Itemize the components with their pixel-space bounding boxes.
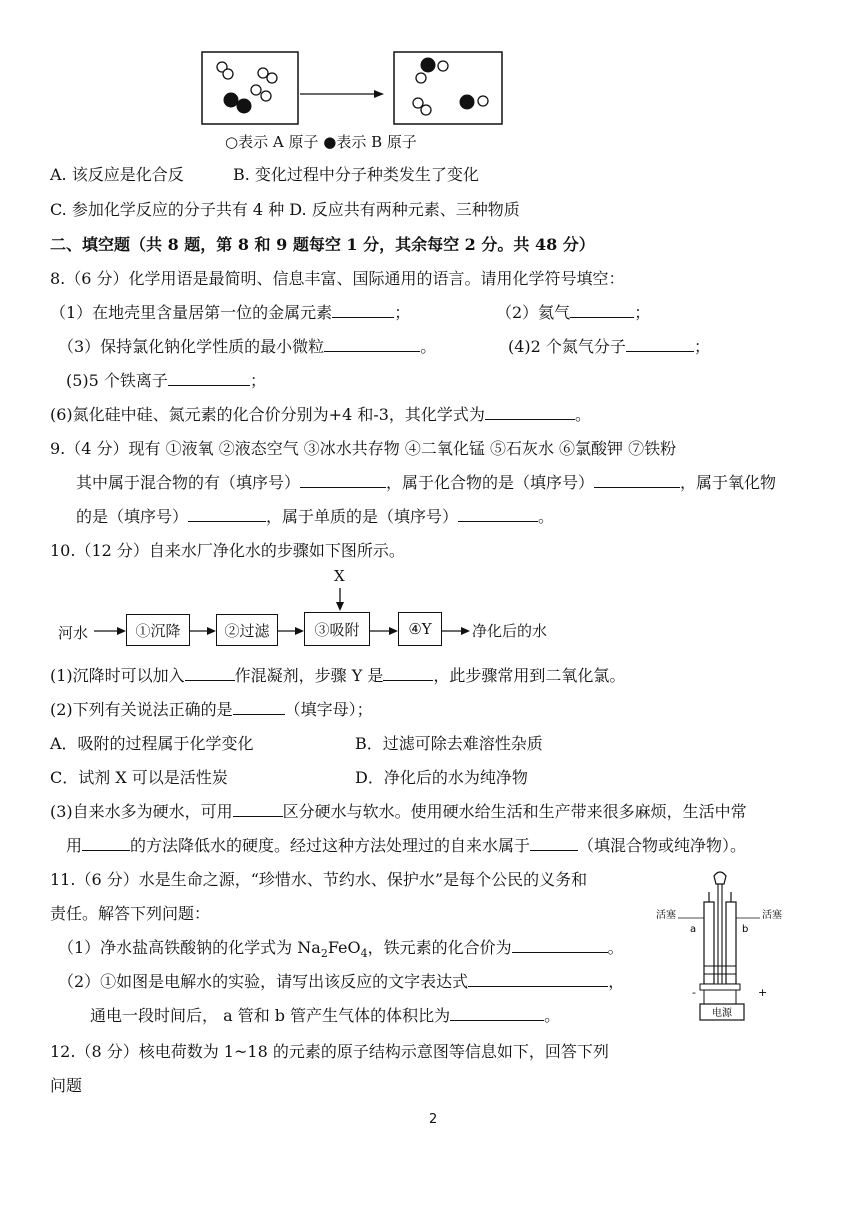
q8-part5: (5)5 个铁离子 ；	[66, 371, 266, 390]
q10-part1: (1)沉降时可以加入 作混凝剂，步骤 Y 是 ，此步骤常用到二氧化氯。	[50, 666, 626, 685]
plus-label: +	[758, 986, 768, 999]
section-heading: 二、填空题（共 8 题，第 8 和 9 题每空 1 分，其余每空 2 分。共 48 分）	[50, 235, 595, 254]
q10-option-c: C．试剂 X 可以是活性炭	[50, 768, 228, 787]
minus-label: -	[692, 986, 696, 999]
page-number: 2	[429, 1112, 438, 1127]
after-box	[394, 52, 502, 124]
flow-step-y: ④Y	[398, 612, 442, 646]
q7-option-b: B. 变化过程中分子种类发生了变化	[233, 165, 479, 184]
flow-source: 河水	[58, 624, 89, 642]
answer-blank[interactable]	[530, 836, 578, 851]
q11-part3: 通电一段时间后， a 管和 b 管产生气体的体积比为 。	[90, 1006, 561, 1025]
q10-option-a: A．吸附的过程属于化学变化	[50, 734, 254, 753]
answer-blank[interactable]	[324, 337, 420, 352]
answer-blank[interactable]	[233, 700, 285, 715]
flow-step-adsorption: ③吸附	[304, 612, 370, 646]
answer-blank[interactable]	[458, 507, 538, 522]
q7-option-a: A. 该反应是化合反	[50, 165, 184, 184]
q10-part3-line2: 用 的方法降低水的硬度。经过这种方法处理过的自来水属于 （填混合物或纯净物）。	[66, 836, 747, 855]
q11-stem-line2: 责任。解答下列问题：	[50, 904, 211, 923]
answer-blank[interactable]	[233, 802, 283, 817]
answer-blank[interactable]	[512, 938, 608, 953]
tube-a-label: a	[690, 924, 697, 935]
q11-part2: （2）①如图是电解水的实验，请写出该反应的文字表达式 ，	[58, 972, 625, 991]
answer-blank[interactable]	[185, 666, 235, 681]
electrolysis-apparatus	[650, 866, 790, 1022]
q9-line2: 其中属于混合物的有（填序号） ，属于化合物的是（填序号） ，属于氧化物	[76, 473, 777, 492]
q10-option-d: D．净化后的水为纯净物	[355, 768, 528, 787]
q10-part2: (2)下列有关说法正确的是 （填字母）；	[50, 700, 373, 719]
valve-left-label: 活塞	[656, 910, 676, 921]
answer-blank[interactable]	[82, 836, 130, 851]
answer-blank[interactable]	[332, 303, 394, 318]
answer-blank[interactable]	[468, 972, 608, 987]
power-label: 电源	[712, 1008, 732, 1019]
answer-blank[interactable]	[485, 405, 575, 420]
q8-part2: （2）氦气 ；	[496, 303, 651, 322]
q10-stem: 10.（12 分）自来水厂净化水的步骤如下图所示。	[50, 541, 405, 560]
tube-b-label: b	[742, 924, 749, 935]
q10-option-b: B．过滤可除去难溶性杂质	[355, 734, 543, 753]
q12-line1: 12.（8 分）核电荷数为 1~18 的元素的原子结构示意图等信息如下，回答下列	[50, 1042, 609, 1061]
q12-line2: 问题	[50, 1076, 83, 1095]
q8-part3: （3）保持氯化钠化学性质的最小微粒 。	[58, 337, 437, 356]
q8-part6: (6)氮化硅中硅、氮元素的化合价分别为+4 和-3，其化学式为 。	[50, 405, 591, 424]
q8-part1: （1）在地壳里含量居第一位的金属元素 ；	[50, 303, 411, 322]
tube-a	[704, 902, 714, 984]
answer-blank[interactable]	[300, 473, 386, 488]
q11-stem-line1: 11.（6 分）水是生命之源，“珍惜水、节约水、保护水”是每个公民的义务和	[50, 870, 588, 889]
q10-part3-line1: (3)自来水多为硬水，可用 区分硬水与软水。使用硬水给生活和生产带来很多麻烦，生活中常	[50, 802, 747, 821]
q11-part1: （1）净水盐高铁酸钠的化学式为 $Na_2FeO_4$，铁元素的化合价为 。	[58, 938, 624, 961]
flow-step-filtration: ②过滤	[216, 614, 278, 646]
q8-part4: (4)2 个氮气分子 ；	[508, 337, 710, 356]
valve-right-label: 活塞	[762, 910, 782, 921]
q8-stem: 8.（6 分）化学用语是最简明、信息丰富、国际通用的语言。请用化学符号填空：	[50, 269, 625, 288]
answer-blank[interactable]	[626, 337, 694, 352]
q9-line3: 的是（填序号） ，属于单质的是（填序号） 。	[76, 507, 555, 526]
diagram-legend: ○表示 A 原子 ●表示 B 原子	[225, 133, 417, 151]
answer-blank[interactable]	[168, 371, 250, 386]
tube-b	[726, 902, 736, 984]
answer-blank[interactable]	[383, 666, 433, 681]
answer-blank[interactable]	[594, 473, 680, 488]
flow-input-label: X	[334, 567, 345, 585]
flow-step-sedimentation: ①沉降	[126, 614, 190, 646]
flow-output: 净化后的水	[472, 622, 548, 640]
answer-blank[interactable]	[450, 1006, 544, 1021]
before-box	[202, 52, 298, 124]
q9-line1: 9.（4 分）现有 ①液氧 ②液态空气 ③冰水共存物 ④二氧化锰 ⑤石灰水 ⑥氯酸钾 ⑦铁粉	[50, 439, 677, 458]
answer-blank[interactable]	[188, 507, 266, 522]
q7-option-cd: C. 参加化学反应的分子共有 4 种 D. 反应共有两种元素、三种物质	[50, 200, 520, 219]
answer-blank[interactable]	[570, 303, 634, 318]
funnel	[714, 872, 726, 884]
